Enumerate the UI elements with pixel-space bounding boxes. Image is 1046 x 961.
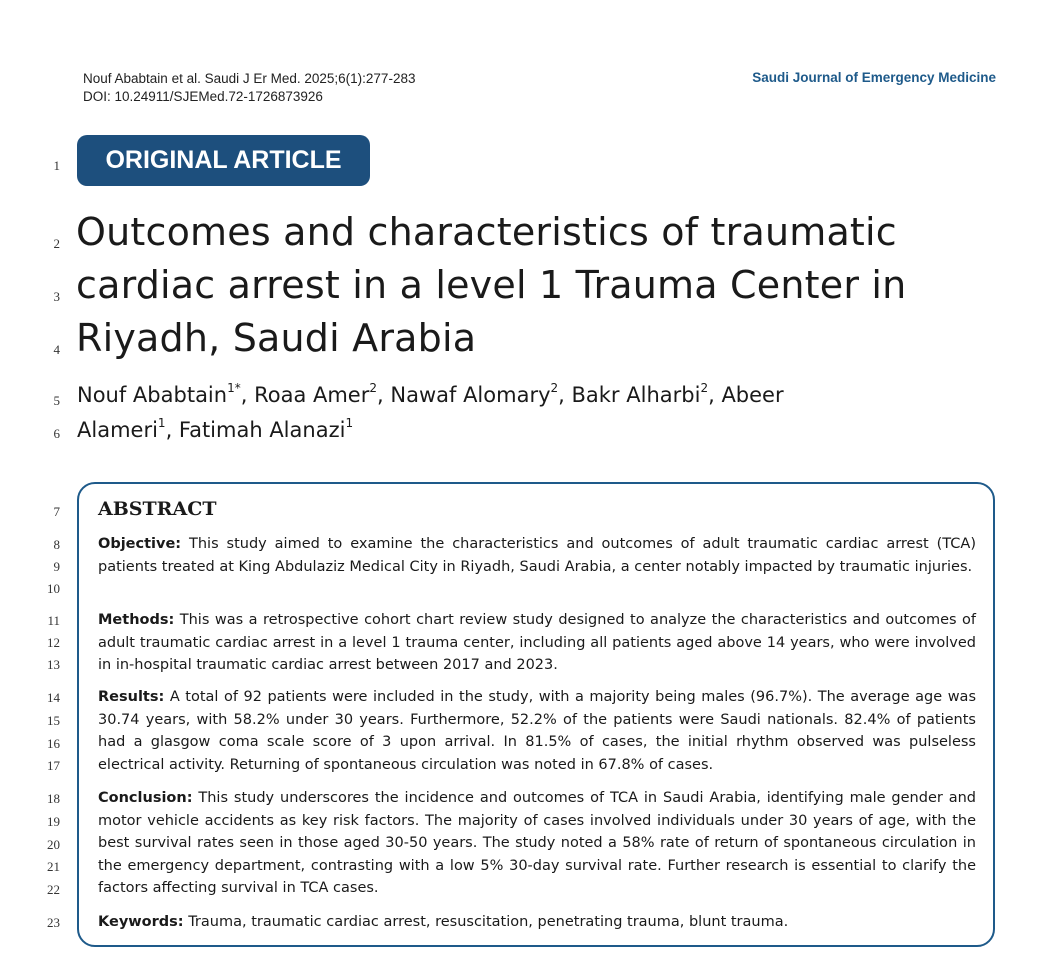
author-affiliation: 2 <box>369 381 378 395</box>
author-name: Roaa Amer <box>254 383 370 407</box>
abstract-heading: ABSTRACT <box>98 498 217 520</box>
author-list-line <box>77 418 353 442</box>
line-number: 13 <box>47 657 60 672</box>
line-number: 5 <box>53 393 60 408</box>
author-separator: , <box>558 383 572 407</box>
results-text: A total of 92 patients were included in the study, with a majority being males (96.7%). The average age was 30.74 years, with 58.2% under 30 years. Furthermore, 52.2% of the patients were Saudi nationals. 82.4% of patients had a glasgow coma scale score of 3 upon arrival. In 81.5% of cases, the initial rhythm observed was pulseless electrical activity. Returning of spontaneous circulation was noted in 67.8% of cases. <box>98 689 976 773</box>
title-line: Riyadh, Saudi Arabia <box>76 316 477 360</box>
line-number: 16 <box>47 736 60 751</box>
journal-name: Saudi Journal of Emergency Medicine <box>752 70 996 85</box>
results-label: Results: <box>98 689 165 705</box>
abstract-keywords <box>98 911 976 934</box>
article-type-badge: ORIGINAL ARTICLE <box>77 135 370 186</box>
author-name-part: Abeer <box>721 383 784 407</box>
line-number: 22 <box>47 882 60 897</box>
author-separator: , <box>165 418 179 442</box>
abstract-methods <box>98 609 976 677</box>
author-affiliation: 1 <box>345 416 354 430</box>
objective-text: This study aimed to examine the characteristics and outcomes of adult traumatic cardiac arrest (TCA) patients treated at King Abdulaziz Medical City in Riyadh, Saudi Arabia, a center notably impacted by traumatic injuries. <box>98 536 976 575</box>
line-number: 9 <box>53 559 60 574</box>
author-name: Fatimah Alanazi <box>178 418 346 442</box>
keywords-label: Keywords: <box>98 914 184 930</box>
line-number: 14 <box>47 690 60 705</box>
abstract-objective <box>98 533 976 578</box>
line-number: 12 <box>47 635 60 650</box>
author-separator: , <box>708 383 722 407</box>
citation <box>83 70 415 106</box>
line-number: 2 <box>53 236 60 251</box>
line-number: 11 <box>47 613 60 628</box>
title-line: Outcomes and characteristics of traumatic <box>76 210 897 254</box>
citation-line: Nouf Ababtain et al. Saudi J Er Med. 2025;6(1):277-283 <box>83 71 416 86</box>
author-separator: , <box>240 383 255 407</box>
title-line: cardiac arrest in a level 1 Trauma Center in <box>76 263 907 307</box>
line-number: 4 <box>53 342 60 357</box>
line-number: 7 <box>53 504 60 519</box>
methods-text: This was a retrospective cohort chart review study designed to analyze the characteristics and outcomes of adult traumatic cardiac arrest in a level 1 trauma center, including all patients aged above 14 years, who were involved in in-hospital traumatic cardiac arrest between 2017 and 2023. <box>98 612 976 673</box>
line-number: 6 <box>53 426 60 441</box>
author-name: Nouf Ababtain <box>77 383 228 407</box>
line-number: 1 <box>53 158 60 173</box>
keywords-text: Trauma, traumatic cardiac arrest, resuscitation, penetrating trauma, blunt trauma. <box>183 914 789 930</box>
line-number: 3 <box>53 289 60 304</box>
line-number: 8 <box>53 537 60 552</box>
line-number: 19 <box>47 814 60 829</box>
author-name-part: Alameri <box>77 418 158 442</box>
line-number: 23 <box>47 915 60 930</box>
abstract-conclusion <box>98 787 976 900</box>
author-affiliation: 2 <box>550 381 559 395</box>
conclusion-label: Conclusion: <box>98 790 193 806</box>
line-number: 10 <box>47 581 60 596</box>
conclusion-text: This study underscores the incidence and outcomes of TCA in Saudi Arabia, identifying male gender and motor vehicle accidents as key risk factors. The majority of cases involved individuals under 30 years of age, with the best survival rates seen in those aged 30-50 years. The study noted a 58% rate of return of spontaneous circulation in the emergency department, contrasting with a low 5% 30-day survival rate. Further research is essential to clarify the factors affecting survival in TCA cases. <box>98 790 976 896</box>
doi-line: DOI: 10.24911/SJEMed.72-1726873926 <box>83 89 323 104</box>
author-name: Bakr Alharbi <box>571 383 701 407</box>
methods-label: Methods: <box>98 612 175 628</box>
author-affiliation: 1* <box>227 381 241 395</box>
author-name: Nawaf Alomary <box>390 383 551 407</box>
author-list-line <box>77 383 784 407</box>
line-number: 17 <box>47 758 60 773</box>
author-separator: , <box>377 383 391 407</box>
objective-label: Objective: <box>98 536 182 552</box>
line-number: 20 <box>47 837 60 852</box>
author-affiliation: 1 <box>157 416 166 430</box>
line-number: 18 <box>47 791 60 806</box>
line-number: 15 <box>47 713 60 728</box>
abstract-results <box>98 686 976 776</box>
author-affiliation: 2 <box>700 381 709 395</box>
line-number: 21 <box>47 859 60 874</box>
